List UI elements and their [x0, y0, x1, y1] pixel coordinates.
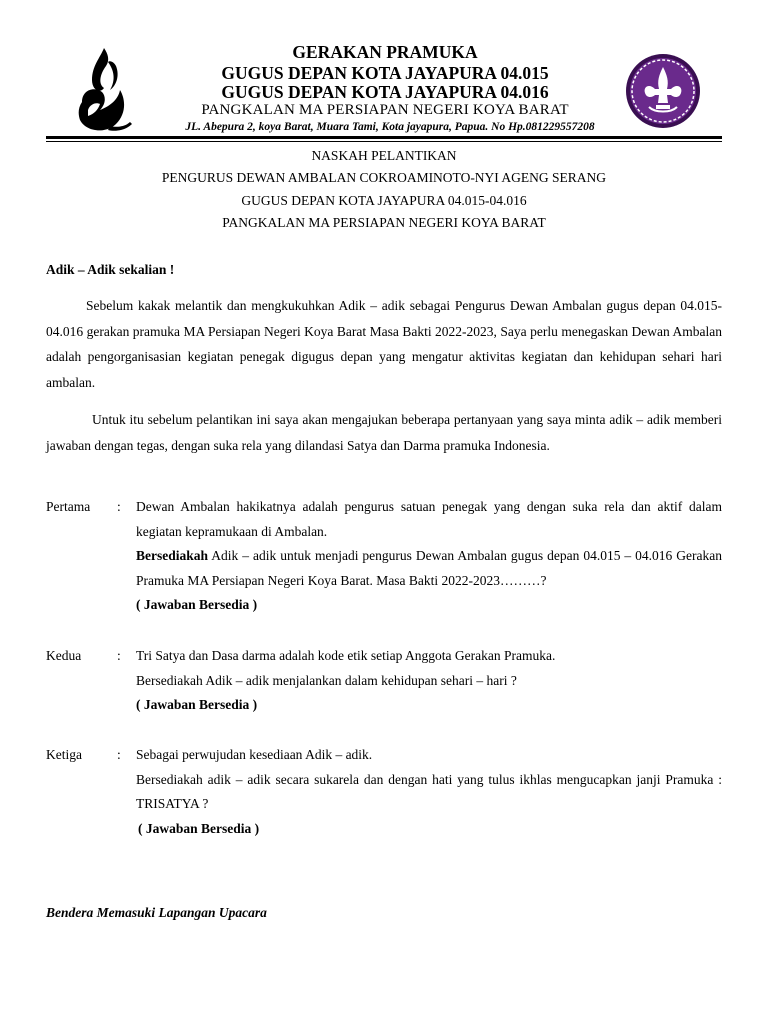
org-name: GERAKAN PRAMUKA [292, 42, 478, 62]
item-question [136, 544, 722, 593]
item-body-kedua [136, 644, 722, 718]
item-answer: ( Jawaban Bersedia ) [136, 697, 258, 712]
tunas-kelapa-logo [70, 44, 134, 136]
gugus-depan-1: GUGUS DEPAN KOTA JAYAPURA 04.015 [221, 63, 549, 83]
question-keyword: Bersediakah [136, 548, 209, 563]
item-colon: : [117, 648, 121, 663]
gugus-depan-2: GUGUS DEPAN KOTA JAYAPURA 04.016 [221, 82, 549, 102]
doc-subtitle-2: GUGUS DEPAN KOTA JAYAPURA 04.015-04.016 [241, 193, 527, 208]
item-body-pertama [136, 495, 722, 618]
paragraph-questions: Untuk itu sebelum pelantikan ini saya akan mengajukan beberapa pertanyaan yang saya minta adik – adik memberi jawaban dengan tegas, dengan suka rela yang dilandasi Satya dan Darma pramuka Indonesia. [46, 412, 722, 453]
item-colon: : [117, 747, 121, 762]
salutation: Adik – Adik sekalian ! [46, 262, 175, 277]
item-label-kedua: Kedua [46, 648, 82, 663]
item-statement: Sebagai perwujudan kesediaan Adik – adik. [136, 747, 373, 762]
closing-instruction: Bendera Memasuki Lapangan Upacara [46, 905, 267, 920]
item-answer: ( Jawaban Bersedia ) [136, 597, 258, 612]
doc-subtitle-1: PENGURUS DEWAN AMBALAN COKROAMINOTO-NYI AGENG SERANG [161, 170, 607, 185]
item-question: Bersediakah adik – adik secara sukarela dan dengan hati yang tulus ikhlas mengucapkan janji Pramuka : TRISATYA ? [136, 771, 722, 811]
letterhead-divider-thin [46, 141, 722, 142]
doc-title: NASKAH PELANTIKAN [311, 148, 457, 163]
paragraph-intro: Sebelum kakak melantik dan mengkukuhkan Adik – adik sebagai Pengurus Dewan Ambalan gugus depan 04.015-04.016 gerakan pramuka MA Persiapan Negeri Koya Barat Masa Bakti 2022-2023, Saya perlu menegaskan Dewan Ambalan adalah pengorganisasian kegiatan penegak digugus depan yang mengatur aktivitas kegiatan dan kehidupan sehari hari ambalan. [46, 298, 722, 390]
wosm-emblem-logo [625, 53, 701, 129]
item-label-pertama: Pertama [46, 499, 91, 514]
item-label-ketiga: Ketiga [46, 747, 82, 762]
item-answer: ( Jawaban Bersedia ) [138, 820, 260, 836]
letterhead-divider-thick [46, 136, 722, 139]
item-body-ketiga [136, 743, 722, 841]
item-statement: Tri Satya dan Dasa darma adalah kode etik setiap Anggota Gerakan Pramuka. [136, 648, 556, 663]
address-line: JL. Abepura 2, koya Barat, Muara Tami, Kota jayapura, Papua. No Hp.081229557208 [185, 121, 595, 133]
item-question: Bersediakah Adik – adik menjalankan dalam kehidupan sehari – hari ? [136, 672, 517, 688]
question-text: Adik – adik untuk menjadi pengurus Dewan Ambalan gugus depan 04.015 – 04.016 Gerakan Pramuka MA Persiapan Negeri Koya Barat. Masa Bakti 2022-2023………? [136, 548, 722, 588]
doc-subtitle-3: PANGKALAN MA PERSIAPAN NEGERI KOYA BARAT [222, 215, 546, 230]
item-colon: : [117, 499, 121, 514]
item-statement: Dewan Ambalan hakikatnya adalah pengurus satuan penegak yang dengan suka rela dan aktif dalam kegiatan kepramukaan di Ambalan. [136, 499, 722, 539]
pangkalan-name: PANGKALAN MA PERSIAPAN NEGERI KOYA BARAT [201, 102, 569, 118]
